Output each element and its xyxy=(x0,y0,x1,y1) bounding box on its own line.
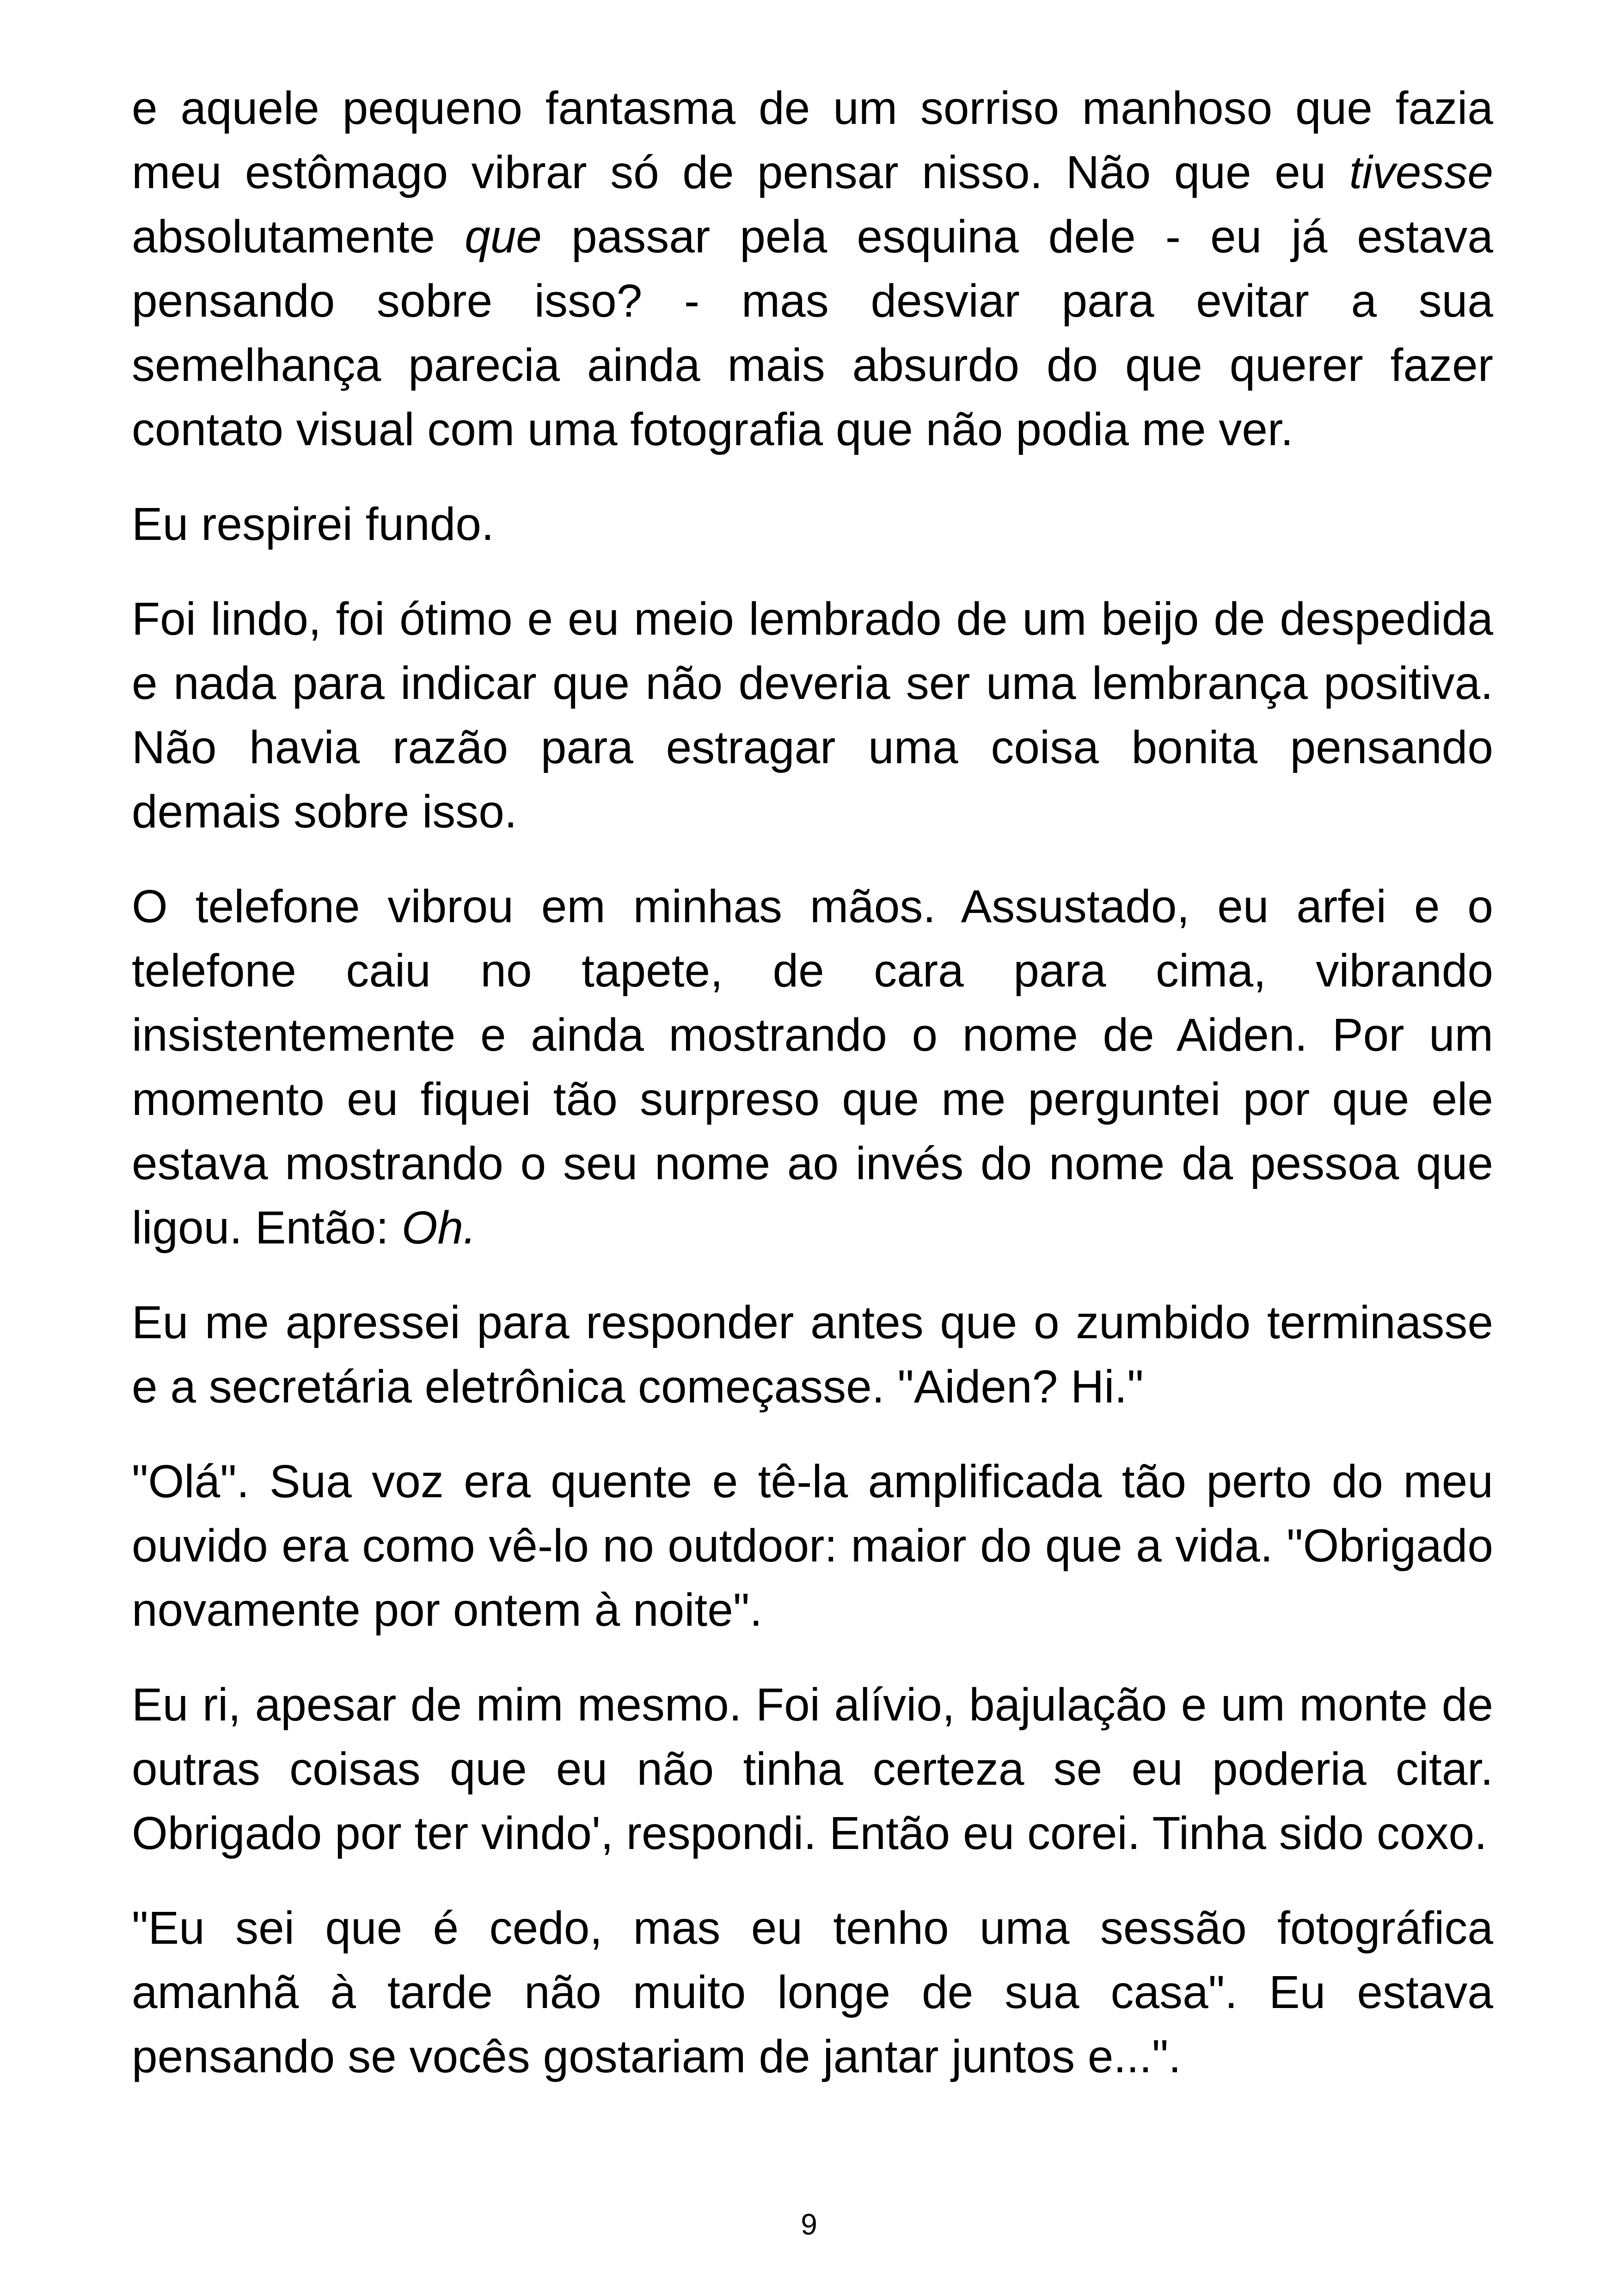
paragraph xyxy=(132,1291,1493,1419)
paragraph xyxy=(132,492,1493,557)
text-segment: absolutamente xyxy=(132,211,465,263)
italic-text-segment: que xyxy=(465,211,542,263)
paragraph xyxy=(132,1450,1493,1642)
text-segment: passar pela esquina dele - eu já estava pensando sobre isso? - mas desviar para evitar a sua semelhança parecia ainda mais absurdo do que querer fazer contato visual com uma fotografia que não podia me ver. xyxy=(132,211,1493,455)
italic-text-segment: tivesse xyxy=(1349,147,1493,198)
text-segment: Eu respirei fundo. xyxy=(132,498,494,550)
paragraph xyxy=(132,587,1493,844)
page-number: 9 xyxy=(801,2208,817,2241)
text-segment: "Olá". Sua voz era quente e tê-la amplificada tão perto do meu ouvido era como vê-lo no outdoor: maior do que a vida. "Obrigado novamente por ontem à noite". xyxy=(132,1456,1493,1636)
page-body xyxy=(132,76,1493,2119)
text-segment: Eu ri, apesar de mim mesmo. Foi alívio, bajulação e um monte de outras coisas que eu não tinha certeza se eu poderia citar. Obrigado por ter vindo', respondi. Então eu corei. Tinha sido coxo. xyxy=(132,1679,1493,1859)
paragraph xyxy=(132,1673,1493,1866)
text-segment: "Eu sei que é cedo, mas eu tenho uma sessão fotográfica amanhã à tarde não muito longe de sua casa". Eu estava pensando se vocês gostariam de jantar juntos e...". xyxy=(132,1902,1493,2082)
paragraph xyxy=(132,875,1493,1260)
paragraph xyxy=(132,1896,1493,2089)
italic-text-segment: Oh. xyxy=(401,1202,476,1254)
text-segment: Eu me apressei para responder antes que o zumbido terminasse e a secretária eletrônica começasse. "Aiden? Hi." xyxy=(132,1297,1493,1413)
text-segment: e aquele pequeno fantasma de um sorriso manhoso que fazia meu estômago vibrar só de pensar nisso. Não que eu xyxy=(132,82,1493,198)
text-segment: O telefone vibrou em minhas mãos. Assustado, eu arfei e o telefone caiu no tapete, de cara para cima, vibrando insistentemente e ainda mostrando o nome de Aiden. Por um momento eu fiquei tão surpreso que me perguntei por que ele estava mostrando o seu nome ao invés do nome da pessoa que ligou. Então: xyxy=(132,881,1493,1254)
text-segment: Foi lindo, foi ótimo e eu meio lembrado de um beijo de despedida e nada para indicar que não deveria ser uma lembrança positiva. Não havia razão para estragar uma coisa bonita pensando demais sobre isso. xyxy=(132,593,1493,838)
paragraph xyxy=(132,76,1493,462)
